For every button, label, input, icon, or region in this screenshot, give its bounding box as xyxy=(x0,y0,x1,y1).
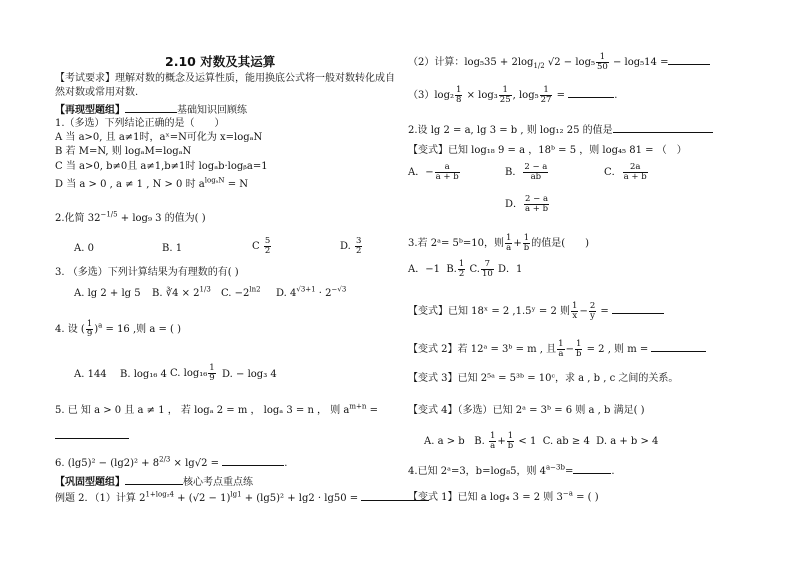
label: B． xyxy=(505,167,523,178)
q4-option-a: A. 144 xyxy=(74,369,107,380)
r-q3-end: . xyxy=(614,90,618,101)
answer-blank[interactable] xyxy=(651,341,706,352)
answer-blank[interactable] xyxy=(612,303,664,314)
numerator: 5 xyxy=(264,236,271,246)
q4-stem: 4. 设 ( $\frac{1}{9}$ )$^a$ = 16 ,则 a = ( ) xyxy=(55,319,182,339)
q1-d-end: = N xyxy=(224,179,249,190)
page-title: 2.10 对数及其运算 xyxy=(165,54,276,69)
denominator: 10 xyxy=(481,269,493,279)
text: 【变式】已知 18ˣ = 2 ,1.5ʸ = 2 则 xyxy=(408,306,571,317)
r-q3-f1 xyxy=(455,86,462,105)
numerator: 1 xyxy=(86,319,93,329)
fraction xyxy=(505,234,512,253)
q3-b-sup: 1/3 xyxy=(199,285,211,294)
q2-option-d xyxy=(340,237,363,256)
numerator: 1 xyxy=(523,233,530,243)
r-q3-mid1: × log₃ xyxy=(463,90,498,101)
answer-blank[interactable] xyxy=(222,455,284,466)
q3-d-sup2: −√3 xyxy=(331,285,347,294)
q5-stem xyxy=(55,404,378,417)
numerator: 1 xyxy=(456,85,462,95)
denominator: 9 xyxy=(86,329,93,339)
q2-d-fraction xyxy=(355,237,362,256)
numerator: 1 xyxy=(209,363,215,373)
q3-stem: 3. （多选）下列计算结果为有理数的有( ) xyxy=(55,267,239,278)
denominator: 2 xyxy=(356,246,362,256)
r-q3-suffix: = xyxy=(553,90,569,101)
answer-blank[interactable] xyxy=(568,87,614,98)
section-suffix: 核心考点重点练 xyxy=(183,477,253,488)
option-c: C. ab ≥ 4 xyxy=(542,436,590,447)
q6-sup: 2/3 xyxy=(159,455,171,464)
fraction xyxy=(523,234,530,253)
q4-fraction xyxy=(86,320,93,339)
denominator: a + b xyxy=(435,172,459,182)
fraction xyxy=(489,432,496,451)
q1-option-d xyxy=(55,178,248,191)
label: C． xyxy=(604,167,622,178)
variant-4: 【变式 4】（多选）已知 2ᵃ = 3ᵇ = 6 则 a , b 满足( ) xyxy=(408,405,645,416)
suffix: = 2 , 则 m = xyxy=(583,344,652,355)
numerator: 1 xyxy=(489,431,496,441)
q3-c-sup: ln2 xyxy=(249,285,261,294)
sup: −a xyxy=(562,489,573,498)
q3-option-c xyxy=(221,287,261,300)
variant-1-option-c xyxy=(604,163,649,182)
denominator: 25 xyxy=(499,95,511,105)
denominator: a xyxy=(506,243,512,253)
q6-suffix: × lg√2 = xyxy=(170,458,223,469)
q3-d-mid: · 2 xyxy=(315,288,332,299)
denominator: b xyxy=(507,441,514,451)
operator: − xyxy=(579,306,588,317)
ex2-sup2: lg1 xyxy=(230,490,242,499)
denominator: ab xyxy=(530,172,542,182)
answer-blank[interactable] xyxy=(613,122,713,133)
option-d: D. a + b > 4 xyxy=(596,436,659,447)
fraction xyxy=(575,340,582,359)
q3-d-sup1: √3+1 xyxy=(296,285,316,294)
text: 4.已知 2ᵃ=3，b=log₈5，则 4 xyxy=(408,466,546,477)
r-q3-text: （3）log₂ xyxy=(408,90,454,101)
option-b-fraction xyxy=(458,260,465,279)
fraction xyxy=(435,163,460,182)
answer-blank[interactable] xyxy=(668,54,710,65)
r-q3b-text: 3.若 2ᵃ= 5ᵇ=10，则 xyxy=(408,238,504,249)
label: D． xyxy=(505,199,524,210)
text: 【变式 1】已知 a log₄ 3 = 2 则 3 xyxy=(408,492,563,503)
suffix: = xyxy=(597,306,612,317)
q3-b-text: B. ∛4 × 2 xyxy=(152,288,200,299)
variant-1b xyxy=(408,491,599,504)
answer-blank[interactable] xyxy=(55,428,129,439)
q6-text: 6. (lg5)² − (lg2)² + 8 xyxy=(55,458,160,469)
option-d: D．1 xyxy=(497,264,523,275)
denominator: 9 xyxy=(209,373,215,383)
numerator: 1 xyxy=(540,86,553,96)
q2-end: + log₉ 3 的值为( ) xyxy=(117,213,206,224)
q5-text: 5. 已 知 a > 0 且 a ≠ 1 ， 若 logₐ 2 = m ， logₐ 3 = n ， 则 a xyxy=(55,405,350,416)
numerator: 1 xyxy=(499,86,512,96)
r-q2b-text: 2.设 lg 2 = a, lg 3 = b , 则 log₁₂ 25 的值是 xyxy=(408,125,613,136)
denominator: 27 xyxy=(540,95,552,105)
q6-stem xyxy=(55,455,287,470)
r-q3-mid2: , log₅ xyxy=(512,90,539,101)
fraction xyxy=(507,432,514,451)
fraction xyxy=(589,302,596,321)
variant-2 xyxy=(408,340,706,359)
numerator: 2a xyxy=(623,163,648,173)
numerator: 1 xyxy=(558,339,564,349)
r-q3-f2 xyxy=(499,86,512,105)
suffix: = xyxy=(564,466,574,477)
numerator: 1 xyxy=(596,53,609,63)
option-c-fraction xyxy=(481,260,494,279)
operator: + xyxy=(497,436,506,447)
q1-option-c: C 当 a>0, b≠0且 a≠1,b≠1时 logₐb·logᵦa=1 xyxy=(55,161,268,172)
variant-1-stem: 【变式】已知 log₁₈ 9 = a ，18ᵇ = 5 ，则 log₄₅ 81 = （ ） xyxy=(408,145,687,156)
option-b-end: < 1 xyxy=(515,436,537,447)
section-suffix: 基础知识回顾练 xyxy=(177,105,247,116)
numerator: a xyxy=(435,163,460,173)
option-a: A．−1 xyxy=(408,264,440,275)
q4-c-fraction xyxy=(208,364,215,383)
denominator: a xyxy=(558,349,564,359)
numerator: 1 xyxy=(575,339,582,349)
r-q2-fraction xyxy=(596,53,609,72)
denominator: 2 xyxy=(264,246,271,256)
variant-1-option-a xyxy=(408,163,461,182)
q1-stem: 1.（多选）下列结论正确的是（ ） xyxy=(55,118,225,129)
operator: − xyxy=(565,344,574,355)
q3-option-a: A. lg 2 + lg 5 xyxy=(74,288,141,299)
fraction xyxy=(623,163,648,182)
q3-c-text: C. −2 xyxy=(221,288,250,299)
q1-option-a: A 当 a>0, 且 a≠1时，aˣ=N可化为 x=logₐN xyxy=(55,132,263,143)
q2-text: 2.化简 32 xyxy=(55,213,101,224)
example-2-part-1 xyxy=(55,490,429,505)
section-header-reproduce xyxy=(55,102,247,117)
q2-right xyxy=(408,122,713,137)
q4-option-d: D. − log₃ 4 xyxy=(222,369,277,380)
variant-b xyxy=(408,302,664,321)
r-q2-text: （2）计算：log₅35 + 2log xyxy=(408,57,534,68)
answer-blank[interactable] xyxy=(125,474,183,485)
section-header-consolidate xyxy=(55,474,253,489)
q4-option-b: B. log₁₆ 4 xyxy=(120,369,167,380)
q2-option-c xyxy=(252,237,272,256)
answer-blank[interactable] xyxy=(573,463,611,474)
denominator: a + b xyxy=(623,172,647,182)
q1-option-b: B 若 M=N, 则 logₐM=logₐN xyxy=(55,146,192,157)
ex2-text: 例题 2．（1）计算 2 xyxy=(55,493,146,504)
q2-option-b: B. 1 xyxy=(162,243,183,254)
section-label: 【再现型题组】 xyxy=(55,105,125,116)
numerator: 1 xyxy=(507,431,514,441)
r-q2-suffix: − log₅14 = xyxy=(609,57,669,68)
numerator: 1 xyxy=(572,301,578,311)
q3-right-options xyxy=(408,260,522,279)
r-q3-f3 xyxy=(540,86,553,105)
q3-right xyxy=(408,234,589,253)
denominator: 50 xyxy=(596,62,608,72)
q2-part-2 xyxy=(408,53,710,72)
q5-eq: = xyxy=(369,405,378,416)
variant-4-options xyxy=(424,432,658,451)
q3-part-3 xyxy=(408,86,617,105)
text: 【变式 2】若 12ᵃ = 3ᵇ = m , 且 xyxy=(408,344,557,355)
q5-sup: m+n xyxy=(349,402,367,411)
section-label: 【巩固型题组】 xyxy=(55,477,125,488)
q2-c-label: C xyxy=(252,241,260,252)
ex2-sup: 1+log₂4 xyxy=(145,490,174,499)
denominator: 2 xyxy=(458,269,465,279)
numerator: 3 xyxy=(356,236,362,246)
end: . xyxy=(611,466,615,477)
r-q3b-suffix: 的值是( ) xyxy=(531,238,590,249)
q6-end: . xyxy=(284,458,288,469)
operator: + xyxy=(513,238,522,249)
fraction xyxy=(523,163,548,182)
numerator: 1 xyxy=(505,233,512,243)
r-q2-sub: 1/2 xyxy=(533,62,545,70)
q2-stem xyxy=(55,212,206,225)
numerator: 7 xyxy=(481,260,494,270)
option-b-label: B. xyxy=(446,264,457,275)
r-q2-mid: √2 − log₅ xyxy=(544,57,595,68)
fraction xyxy=(524,195,549,214)
numerator: 2 xyxy=(589,301,596,311)
q2-c-fraction xyxy=(264,237,271,256)
denominator: b xyxy=(575,349,582,359)
q2-sup: −1/5 xyxy=(100,210,118,219)
variant-1-option-d xyxy=(505,195,550,214)
label: A．− xyxy=(408,167,434,178)
option-a: A. a > b xyxy=(424,436,465,447)
numerator: 2 − a xyxy=(524,162,548,172)
sup: a−3b xyxy=(546,463,565,472)
exam-requirement-line-2: 然对数或常用对数. xyxy=(55,87,139,98)
ex2-suffix2: + (lg5)² + lg2 · lg50 = xyxy=(241,493,362,504)
ex2-suffix: + (√2 − 1) xyxy=(173,493,231,504)
q2-d-label: D. xyxy=(340,241,351,252)
q2-option-a: A. 0 xyxy=(74,243,94,254)
answer-blank[interactable] xyxy=(125,102,177,113)
q4-end: = 16 ,则 a = ( ) xyxy=(102,324,182,335)
denominator: y xyxy=(590,311,595,321)
denominator: a + b xyxy=(525,204,549,214)
denominator: x xyxy=(572,311,578,321)
q1-d-sup: logₐN xyxy=(204,176,225,185)
denominator: b xyxy=(523,243,530,253)
q4-option-c xyxy=(170,364,217,383)
option-b-label: B. xyxy=(474,436,485,447)
suffix: = ( ) xyxy=(572,492,599,503)
q4-right xyxy=(408,463,615,478)
q4-sup: a xyxy=(98,321,103,330)
q1-d-text: D 当 a > 0 , a ≠ 1 , N > 0 时 a xyxy=(55,179,205,190)
variant-1-option-b xyxy=(505,163,549,182)
exam-requirement-line-1: 【考试要求】理解对数的概念及运算性质，能用换底公式将一般对数转化成自 xyxy=(55,73,395,84)
denominator: 8 xyxy=(456,95,462,105)
q4-c-text: C. log₁₆ xyxy=(170,368,208,379)
q5-answer-line xyxy=(55,428,129,443)
q3-option-b xyxy=(152,287,211,300)
denominator: a xyxy=(490,441,496,451)
fraction xyxy=(557,340,564,359)
variant-3: 【变式 3】已知 2⁵ᵃ = 5³ᵇ = 10ᶜ，求 a , b , c 之间的关系。 xyxy=(408,373,679,384)
q3-d-text: D. 4 xyxy=(276,288,297,299)
numerator: 1 xyxy=(458,259,465,269)
q3-option-d xyxy=(276,287,346,300)
numerator: 2 − a xyxy=(525,194,549,204)
fraction xyxy=(571,302,578,321)
q4-text: 4. 设 ( xyxy=(55,324,85,335)
option-c-label: C. xyxy=(469,264,480,275)
